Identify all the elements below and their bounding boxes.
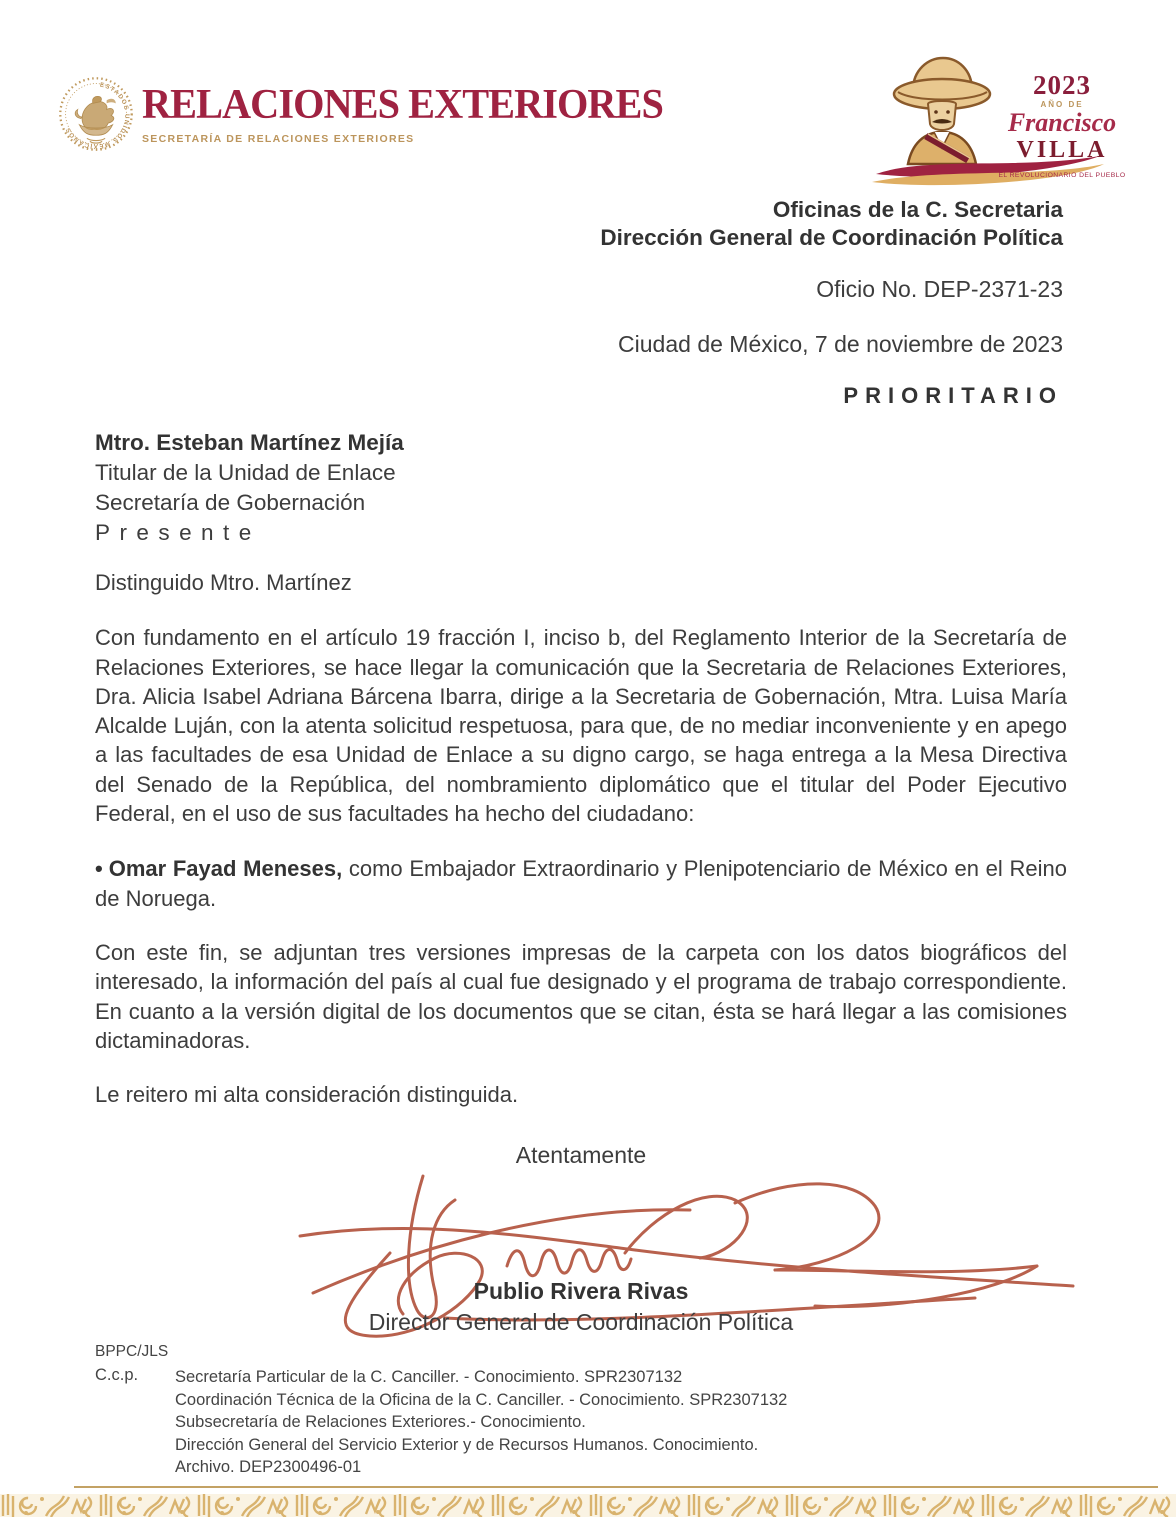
bullet-marker: •: [95, 856, 103, 882]
villa-tagline: EL REVOLUCIONARIO DEL PUEBLO: [998, 172, 1126, 179]
villa-last-name: VILLA: [1016, 137, 1108, 163]
dateline: Ciudad de México, 7 de noviembre de 2023: [618, 331, 1063, 357]
letter-body: [95, 568, 1067, 1109]
office-line-2: Dirección General de Coordinación Política: [600, 225, 1063, 250]
ccp-label: C.c.p.: [95, 1366, 139, 1384]
reference-initials: BPPC/JLS: [95, 1343, 169, 1360]
office-line-1: Oficinas de la C. Secretaria: [772, 197, 1063, 222]
appointment-bullet: [95, 854, 1067, 913]
signer-block: [95, 1276, 1067, 1338]
appointee-name: Omar Fayad Meneses,: [108, 856, 343, 882]
closing-word: Atentamente: [515, 1142, 647, 1168]
body-paragraph-1: Con fundamento en el artículo 19 fracción I, inciso b, del Reglamento Interior de la Secretaría de Relaciones Exteriores, se hace llegar la comunicación que la Secretaria de Relaciones Exteriores, Dra. Alicia Isabel Adriana Bárcena Ibarra, dirige a la Secretaria de Gobernación, Mtra. Luisa María Alcalde Luján, con la atenta solicitud respetuosa, para que, de no mediar inconveniente y en apego a las facultades de esa Unidad de Enlace a su digno cargo, se haga entrega a la Mesa Directiva del Senado de la República, del nombramiento diplomático que el titular del Poder Ejecutivo Federal, en el uso de sus facultades ha hecho del ciudadano:: [95, 625, 1067, 827]
ccp-item: Secretaría Particular de la C. Canciller. - Conocimiento. SPR2307132: [175, 1368, 683, 1386]
recipient-presente: Presente: [95, 520, 261, 545]
aztec-pattern-border: [0, 1494, 1176, 1517]
recipient-name: Mtro. Esteban Martínez Mejía: [95, 430, 404, 455]
ccp-list: [175, 1366, 787, 1479]
villa-badge-text: [996, 72, 1128, 180]
francisco-villa-2023-emblem: [868, 52, 1136, 187]
signer-name: Publio Rivera Rivas: [473, 1278, 689, 1304]
document-meta: [600, 196, 1063, 409]
ccp-item: Dirección General del Servicio Exterior y de Recursos Humanos. Conocimiento.: [175, 1435, 759, 1454]
priority-label: PRIORITARIO: [843, 383, 1063, 408]
oficio-number: Oficio No. DEP-2371-23: [816, 276, 1063, 302]
mexican-coat-of-arms-icon: [58, 74, 134, 154]
body-paragraph-2: Con este fin, se adjuntan tres versiones impresas de la carpeta con los datos biográficos del interesado, la información del país al cual fue designado y el programa de trabajo correspondiente. En cuanto a la versión digital de los documentos que se citan, ésta se hará llegar a las comisiones dictaminadoras.: [95, 939, 1067, 1053]
letterhead: [0, 0, 1176, 190]
signer-title: Director General de Coordinación Política: [368, 1309, 794, 1335]
agency-brand: [142, 84, 685, 145]
ccp-item: Subsecretaría de Relaciones Exteriores.- Conocimiento.: [175, 1413, 586, 1431]
villa-year: 2023: [1033, 70, 1091, 100]
villa-first-name: Francisco: [1007, 108, 1117, 137]
ccp-block: [95, 1366, 787, 1479]
body-paragraph-3: Le reitero mi alta consideración distinguida.: [95, 1082, 519, 1108]
seal-ring-text: ESTADOS UNIDOS MEXICANOS: [64, 81, 131, 150]
recipient-title: Titular de la Unidad de Enlace: [95, 460, 396, 485]
appointment-detail: como Embajador Extraordinario y Plenipotenciario de México en el Reino de Noruega.: [95, 856, 1067, 911]
agency-wordmark: RELACIONES EXTERIORES: [142, 82, 663, 128]
agency-subtitle: SECRETARÍA DE RELACIONES EXTERIORES: [142, 133, 415, 145]
gold-divider-line: [74, 1486, 1158, 1488]
ccp-item: Archivo. DEP2300496-01: [175, 1458, 362, 1476]
salutation: Distinguido Mtro. Martínez: [95, 570, 352, 595]
recipient-organization: Secretaría de Gobernación: [95, 490, 366, 515]
villa-ano-de: AÑO DE: [1040, 100, 1084, 109]
recipient-block: [95, 428, 404, 548]
ccp-item: Coordinación Técnica de la Oficina de la C. Canciller. - Conocimiento. SPR2307132: [175, 1390, 788, 1409]
